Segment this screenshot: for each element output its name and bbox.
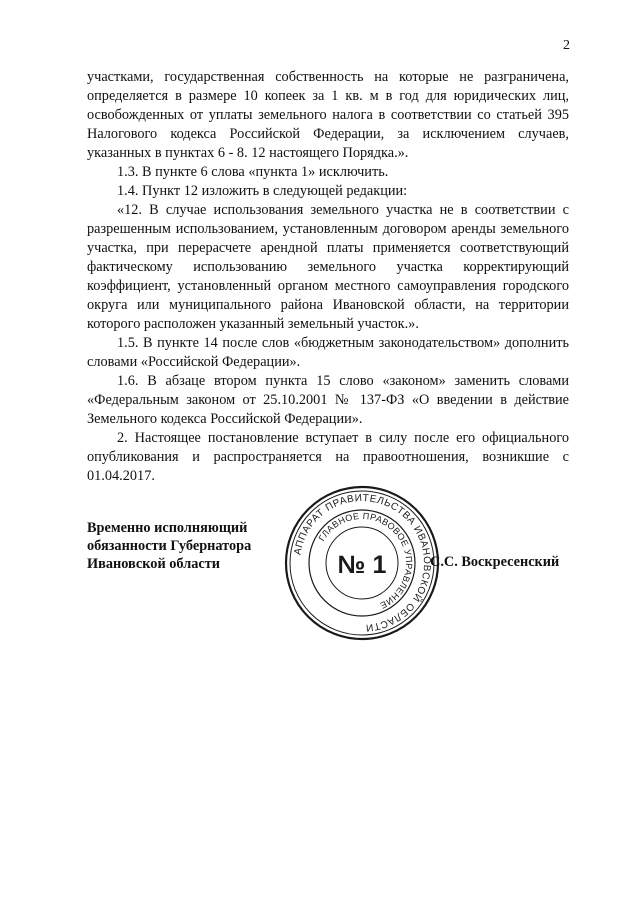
- signatory-title-line: Ивановской области: [87, 556, 220, 572]
- paragraph: 1.4. Пункт 12 изложить в следующей редакции:: [117, 183, 408, 199]
- paragraph: 1.5. В пункте 14 после слов «бюджетным законодательством» дополнить словами «Российской Федерации».: [87, 335, 569, 370]
- paragraph: участками, государственная собственность на которые не разграничена, определяется в размере 10 копеек за 1 кв. м в год для юридических лиц, освобожденных от уплаты земельного налога в соответствии со статьей 395 Налогового кодекса Российской Федерации, за исключением случаев, указанных в пунктах 6 - 8. 12 настоящего Порядка.».: [87, 69, 569, 161]
- stamp-ring-text: АППАРАТ ПРАВИТЕЛЬСТВА ИВАНОВСКОЙ ОБЛАСТИ: [292, 492, 433, 633]
- paragraph: 1.3. В пункте 6 слова «пункта 1» исключить.: [117, 164, 389, 180]
- page-number: 2: [563, 38, 570, 53]
- signatory-title: [87, 519, 251, 573]
- paragraph: 1.6. В абзаце втором пункта 15 слово «законом» заменить словами «Федеральным законом от 25.10.2001 № 137-ФЗ «О введении в действие Земельного кодекса Российской Федерации».: [87, 373, 569, 427]
- paragraph: 2. Настоящее постановление вступает в силу после его официального опубликования и распространяется на правоотношения, возникшие с 01.04.2017.: [87, 430, 569, 484]
- paragraph: «12. В случае использования земельного участка не в соответствии с разрешенным использованием, установленным договором аренды земельного участка, при перерасчете арендной платы применяется соответствующий фактическому использованию земельного участка корректирующий коэффициент, установленный органом местного самоуправления городского округа или муниципального района Ивановской области, на территории которого расположен указанный земельный участок.».: [87, 202, 569, 332]
- stamp-number: № 1: [337, 551, 387, 579]
- official-stamp: [282, 483, 442, 643]
- body-text: [87, 68, 569, 486]
- signatory-title-line: обязанности Губернатора: [87, 538, 252, 554]
- signatory-name: С.С. Воскресенский: [430, 554, 560, 570]
- signatory-title-line: Временно исполняющий: [87, 520, 248, 536]
- stamp-seal: [282, 483, 442, 643]
- stamp-inner-text: ГЛАВНОЕ ПРАВОВОЕ УПРАВЛЕНИЕ: [316, 510, 415, 611]
